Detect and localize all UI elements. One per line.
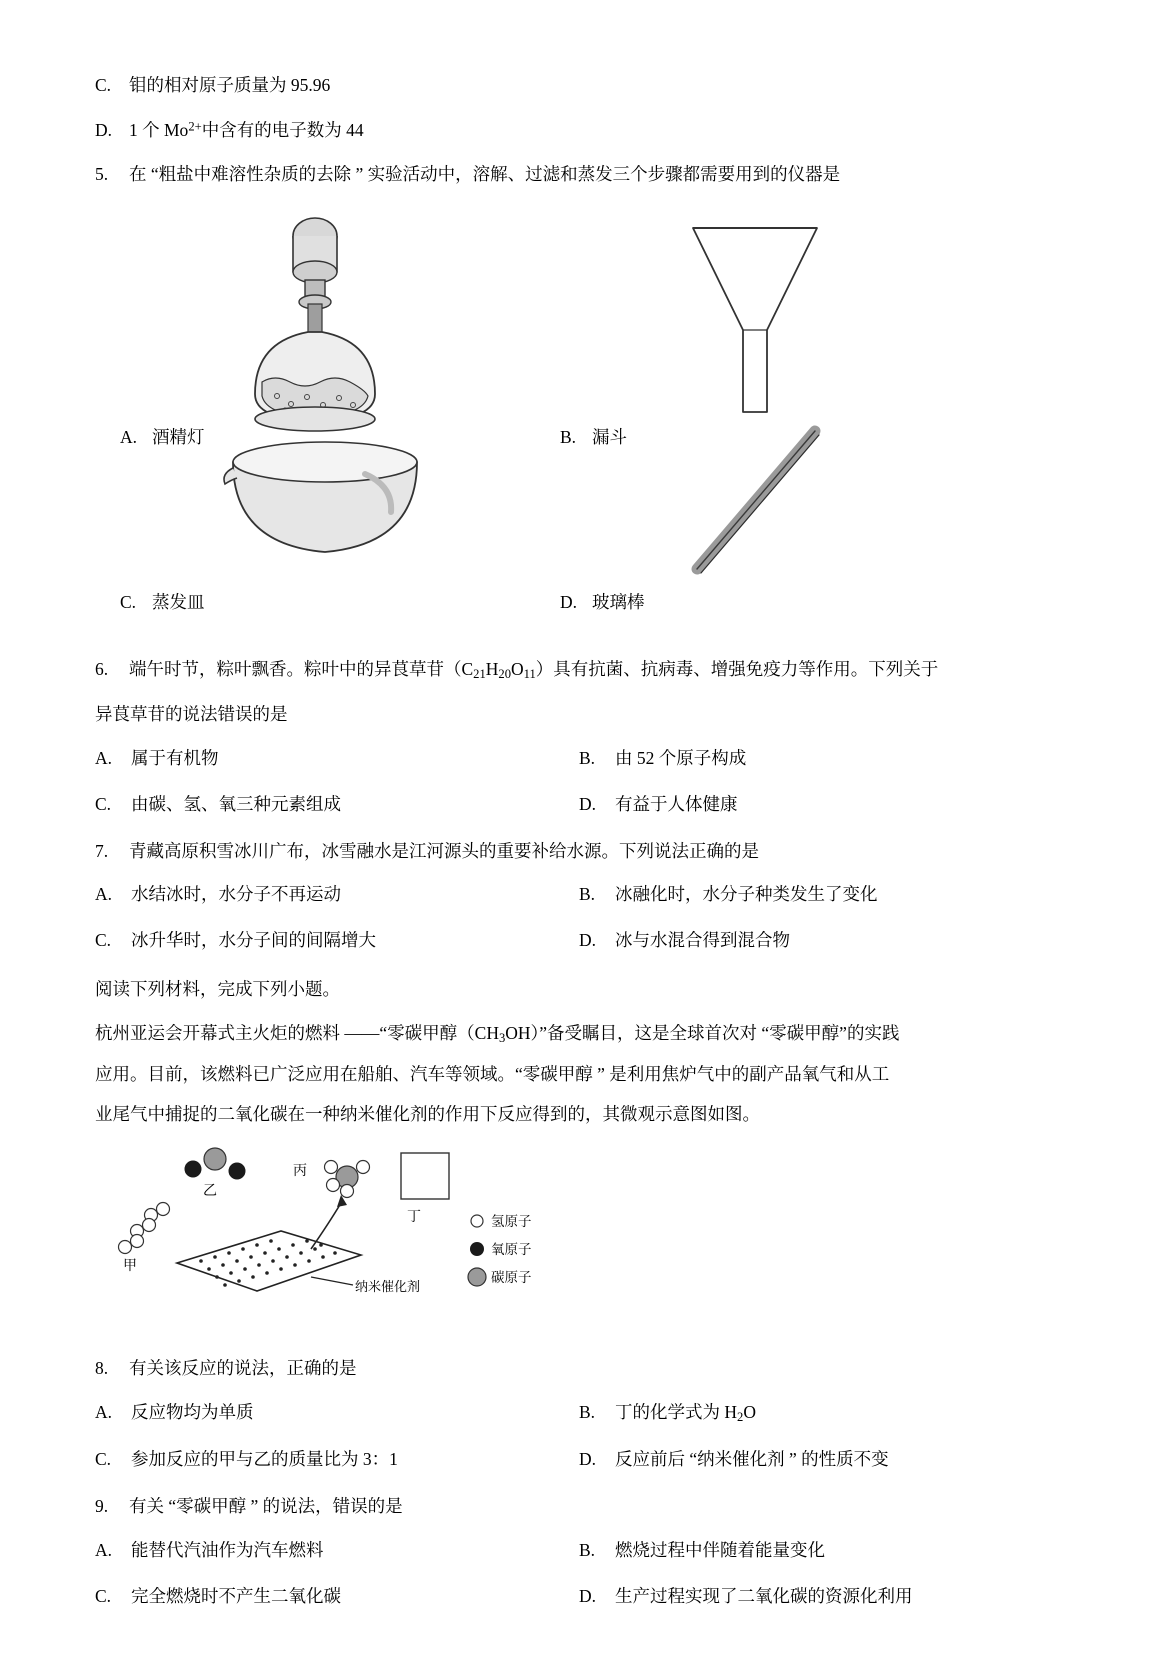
figure-caption-b [560, 424, 627, 449]
option-key-c: C. [95, 75, 112, 95]
charge-superscript: 2+ [188, 119, 202, 134]
question-5-stem [95, 159, 1063, 190]
option-7-a-key: A. [95, 884, 113, 905]
option-9-c[interactable] [95, 1582, 579, 1610]
option-9-c-text: 完全燃烧时不产生二氧化碳 [131, 1585, 341, 1606]
molecule-yi [185, 1148, 245, 1179]
option-7-d[interactable] [579, 926, 1063, 954]
option-7-c-text: 冰升华时，水分子间的间隔增大 [131, 930, 376, 951]
option-9-c-key: C. [95, 1585, 112, 1606]
svg-text:碳原子: 碳原子 [491, 1270, 532, 1286]
question-9-number: 9. [95, 1496, 109, 1517]
option-8-d[interactable] [579, 1445, 1063, 1473]
option-text-d-prefix: 1 个 Mo [129, 119, 189, 140]
question-5-text: 在 “粗盐中难溶性杂质的去除 ” 实验活动中，溶解、过滤和蒸发三个步骤都需要用到的仪器是 [129, 164, 841, 185]
reading-line1-b: OH）”备受瞩目，这是全球首次对 “零碳甲醇”的实践 [505, 1023, 900, 1044]
question-6-stem [95, 654, 1063, 685]
option-8-d-text: 反应前后 “纳米催化剂 ” 的性质不变 [615, 1449, 889, 1470]
question-6-stem-line2 [95, 699, 1063, 730]
option-8-c[interactable] [95, 1445, 579, 1473]
figure-key-c: C. [120, 591, 137, 612]
option-7-a-text: 水结冰时，水分子不再运动 [131, 884, 341, 905]
option-7-b[interactable] [579, 880, 1063, 908]
molecule-bing [325, 1161, 370, 1198]
option-6-d-key: D. [579, 793, 597, 814]
question-6-options-row-1 [95, 744, 1063, 772]
question-5-number: 5. [95, 164, 109, 185]
catalyst-label: 纳米催化剂 [355, 1279, 421, 1295]
reading-paragraph-line-2 [95, 1057, 1063, 1091]
option-8-a-text: 反应物均为单质 [131, 1401, 254, 1422]
option-6-c[interactable] [95, 790, 579, 818]
option-7-b-key: B. [579, 884, 596, 905]
question-6-text-1: 端午时节，粽叶飘香。粽叶中的异茛草苷（C [129, 658, 474, 679]
figure-caption-c [120, 589, 205, 614]
svg-text:甲: 甲 [123, 1257, 137, 1274]
option-8-c-text: 参加反应的甲与乙的质量比为 3：1 [131, 1449, 398, 1470]
figure-key-a: A. [120, 426, 138, 447]
reaction-diagram [95, 1145, 1063, 1345]
option-9-d-text: 生产过程实现了二氧化碳的资源化利用 [615, 1585, 913, 1606]
figure-key-b: B. [560, 426, 577, 447]
question-6-text-line2: 异茛草苷的说法错误的是 [95, 704, 288, 725]
question-9-stem [95, 1491, 1063, 1522]
option-9-a-key: A. [95, 1539, 113, 1560]
formula-sub-20: 20 [498, 667, 511, 682]
option-9-b-key: B. [579, 1539, 596, 1560]
question-9-options-row-2 [95, 1582, 1063, 1610]
option-8-b-key: B. [579, 1401, 596, 1422]
reading-paragraph [95, 1016, 1063, 1131]
option-8-c-key: C. [95, 1449, 112, 1470]
question-8-options-row-1 [95, 1398, 1063, 1427]
reading-line2-text: 应用。目前，该燃料已广泛应用在船舶、汽车等领域。“零碳甲醇 ” 是利用焦炉气中的副产品氧气和从工 [95, 1064, 890, 1085]
question-8-number: 8. [95, 1358, 109, 1379]
figure-key-d: D. [560, 591, 578, 612]
question-6-number: 6. [95, 658, 109, 679]
option-8-a[interactable] [95, 1398, 579, 1427]
option-6-a[interactable] [95, 744, 579, 772]
question-9-options-row-1 [95, 1536, 1063, 1564]
question-6-text-3: O [511, 658, 524, 679]
option-7-c-key: C. [95, 930, 112, 951]
question-8-stem [95, 1353, 1063, 1384]
option-7-a[interactable] [95, 880, 579, 908]
question-8-options-row-2 [95, 1445, 1063, 1473]
glass-rod-icon [655, 419, 875, 604]
option-9-b[interactable] [579, 1536, 1063, 1564]
option-text-d-suffix: 中含有的电子数为 44 [201, 119, 364, 140]
option-row-d-top [95, 115, 1063, 146]
reading-paragraph-line-3 [95, 1097, 1063, 1131]
option-7-d-key: D. [579, 930, 597, 951]
legend-carbon [468, 1268, 532, 1286]
figure-label-d: 玻璃棒 [592, 591, 645, 612]
svg-text:丙: 丙 [293, 1162, 307, 1179]
option-9-a[interactable] [95, 1536, 579, 1564]
option-7-c[interactable] [95, 926, 579, 954]
question-7-options-row-1 [95, 880, 1063, 908]
option-6-b-key: B. [579, 747, 596, 768]
molecule-jia [119, 1203, 170, 1254]
svg-text:乙: 乙 [203, 1182, 217, 1199]
figure-label-a: 酒精灯 [152, 426, 205, 447]
question-6-text-2: H [485, 658, 499, 679]
option-key-d: D. [95, 119, 113, 140]
question-9-text: 有关 “零碳甲醇 ” 的说法，错误的是 [129, 1496, 403, 1517]
option-row-c-top [95, 70, 1063, 101]
figure-caption-a [120, 424, 205, 449]
question-7-options-row-2 [95, 926, 1063, 954]
option-6-b-text: 由 52 个原子构成 [615, 747, 747, 768]
question-7-stem [95, 836, 1063, 867]
reading-line1-a: 杭州亚运会开幕式主火炬的燃料 ——“零碳甲醇（CH [95, 1023, 499, 1044]
figure-label-c: 蒸发皿 [152, 591, 205, 612]
option-7-d-text: 冰与水混合得到混合物 [615, 930, 790, 951]
option-6-d[interactable] [579, 790, 1063, 818]
option-8-b-text [615, 1398, 1063, 1427]
reading-line3-text: 业尾气中捕捉的二氧化碳在一种纳米催化剂的作用下反应得到的，其微观示意图如图。 [95, 1104, 760, 1125]
option-6-c-key: C. [95, 793, 112, 814]
legend-hydrogen [471, 1214, 532, 1229]
svg-text:丁: 丁 [407, 1208, 421, 1225]
option-9-b-text: 燃烧过程中伴随着能量变化 [615, 1539, 825, 1560]
svg-text:氢原子: 氢原子 [491, 1214, 532, 1230]
question-5-figures [95, 204, 1063, 644]
water-sub-2: 2 [737, 1410, 744, 1425]
reading-instruction-text: 阅读下列材料，完成下列小题。 [95, 979, 340, 1000]
option-8-d-key: D. [579, 1449, 597, 1470]
option-9-d[interactable] [579, 1582, 1063, 1610]
option-6-a-text: 属于有机物 [131, 747, 219, 768]
reading-paragraph-line-1 [95, 1016, 1063, 1051]
formula-sub-21: 21 [473, 667, 486, 682]
question-6-text-4: ）具有抗菌、抗病毒、增强免疫力等作用。下列关于 [535, 658, 939, 679]
option-8-b-prefix: 丁的化学式为 H [615, 1401, 738, 1422]
question-7-number: 7. [95, 840, 109, 861]
option-7-b-text: 冰融化时，水分子种类发生了变化 [615, 884, 878, 905]
option-6-c-text: 由碳、氢、氧三种元素组成 [131, 793, 341, 814]
option-9-a-text: 能替代汽油作为汽车燃料 [131, 1539, 324, 1560]
option-9-d-key: D. [579, 1585, 597, 1606]
reading-instruction [95, 972, 1063, 1006]
figure-label-b: 漏斗 [592, 426, 627, 447]
legend-oxygen [470, 1242, 532, 1257]
option-8-a-key: A. [95, 1401, 113, 1422]
nano-catalyst-sheet [177, 1231, 361, 1291]
methanol-sub-3: 3 [498, 1031, 506, 1046]
formula-sub-11: 11 [523, 667, 536, 682]
svg-text:氧原子: 氧原子 [491, 1242, 532, 1258]
option-6-d-text: 有益于人体健康 [615, 793, 738, 814]
question-7-text: 青藏高原积雪冰川广布，冰雪融水是江河源头的重要补给水源。下列说法正确的是 [129, 840, 759, 861]
question-8-text: 有关该反应的说法，正确的是 [129, 1358, 357, 1379]
option-text-c: 钼的相对原子质量为 95.96 [129, 75, 331, 95]
option-6-a-key: A. [95, 747, 113, 768]
evaporating-dish-icon [215, 434, 435, 589]
option-8-b-suffix: O [743, 1401, 756, 1422]
option-6-b[interactable] [579, 744, 1063, 772]
question-6-options-row-2 [95, 790, 1063, 818]
option-8-b[interactable] [579, 1398, 1063, 1427]
figure-caption-d [560, 589, 645, 614]
